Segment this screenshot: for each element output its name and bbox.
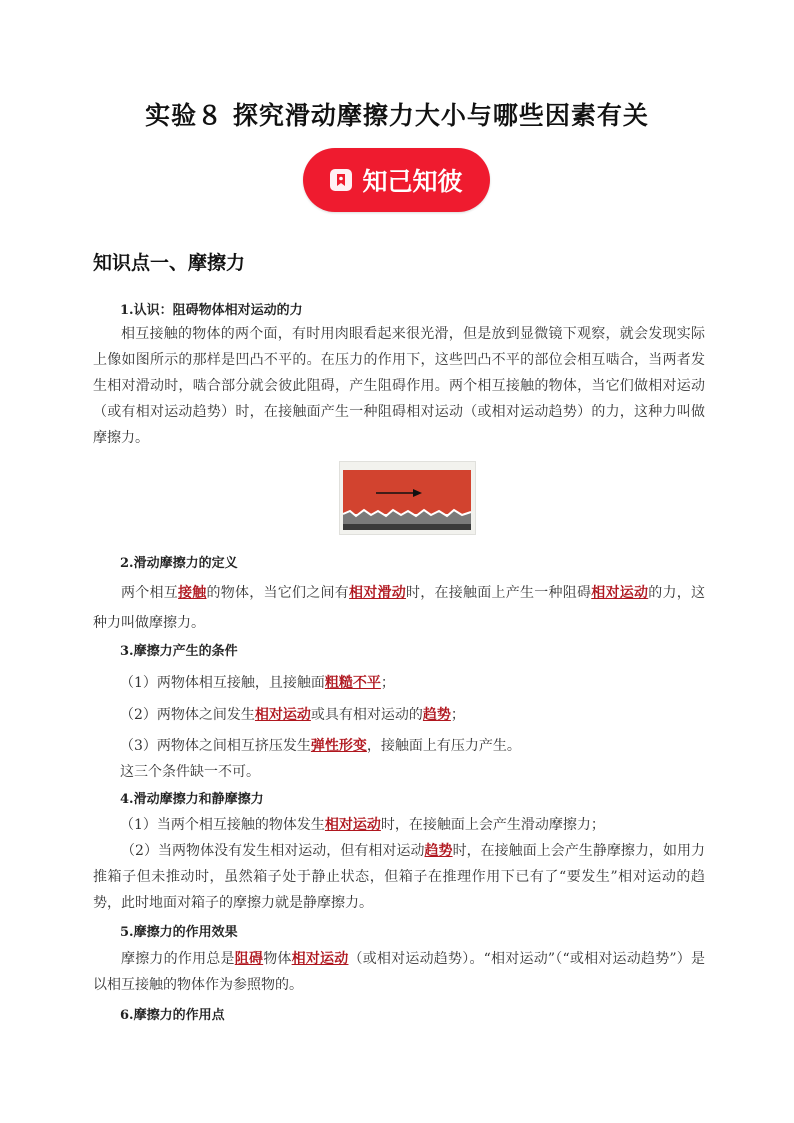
friction-diagram <box>340 462 475 534</box>
paragraph-2: 两个相互接触的物体，当它们之间有相对滑动时，在接触面上产生一种阻碍相对运动的力，这种力叫做摩擦力。 <box>93 585 705 631</box>
badge-label: 知己知彼 <box>362 167 463 196</box>
bookmark-icon <box>330 169 352 191</box>
keyword: 接触 <box>178 585 207 601</box>
subheading-4: 4.滑动摩擦力和静摩擦力 <box>120 792 264 807</box>
subheading-6: 6.摩擦力的作用点 <box>120 1008 225 1023</box>
page-title: 实验８ 探究滑动摩擦力大小与哪些因素有关 <box>145 101 649 130</box>
keyword: 相对运动 <box>254 707 311 723</box>
section-badge <box>303 148 490 212</box>
friction-surface-figure <box>339 461 476 535</box>
paragraph-1: 相互接触的物体的两个面，有时用肉眼看起来很光滑，但是放到显微镜下观察，就会发现实际上像如图所示的那样是凹凸不平的。在压力的作用下，这些凹凸不平的部位会相互啮合，当两者发生相对滑动时，啮合部分就会彼此阻碍，产生阻碍作用。两个相互接触的物体，当它们做相对运动（或有相对运动趋势）时，在接触面产生一种阻碍相对运动（或相对运动趋势）的力，这种力叫做摩擦力。 <box>93 326 705 446</box>
keyword: 相对运动 <box>591 585 649 601</box>
condition-3: （3）两物体之间相互挤压发生弹性形变，接触面上有压力产生。 <box>120 738 521 754</box>
keyword: 粗糙不平 <box>324 675 381 691</box>
subheading-2: 2.滑动摩擦力的定义 <box>120 556 238 571</box>
friction-type-2: （2）当两物体没有发生相对运动，但有相对运动趋势时，在接触面上会产生静摩擦力，如用力推箱子但未推动时，虽然箱子处于静止状态，但箱子在推理作用下已有了“要发生”相对运动的趋势，此时地面对箱子的摩擦力就是静摩擦力。 <box>93 843 706 911</box>
subheading-3: 3.摩擦力产生的条件 <box>120 644 238 659</box>
keyword: 弹性形变 <box>310 738 367 754</box>
keyword: 阻碍 <box>234 951 264 967</box>
keyword: 相对运动 <box>324 817 381 833</box>
keyword: 趋势 <box>424 843 453 859</box>
paragraph-5: 摩擦力的作用总是阻碍物体相对运动（或相对运动趋势）。“相对运动”（“或相对运动趋势”）是以相互接触的物体作为参照物的。 <box>93 951 706 993</box>
section-heading: 知识点一、摩擦力 <box>93 252 246 274</box>
friction-type-1: （1）当两个相互接触的物体发生相对运动时，在接触面上会产生滑动摩擦力； <box>120 817 605 833</box>
condition-1: （1）两物体相互接触，且接触面粗糙不平； <box>120 675 395 691</box>
keyword: 相对滑动 <box>349 585 406 601</box>
sliding-block <box>343 470 471 514</box>
condition-note: 这三个条件缺一不可。 <box>120 764 260 780</box>
ground-base <box>343 524 471 530</box>
keyword: 相对运动 <box>291 951 349 967</box>
keyword: 趋势 <box>422 707 451 723</box>
subheading-1: 1.认识：阻碍物体相对运动的力 <box>120 303 303 318</box>
condition-2: （2）两物体之间发生相对运动或具有相对运动的趋势； <box>120 707 465 723</box>
subheading-5: 5.摩擦力的作用效果 <box>120 925 238 940</box>
